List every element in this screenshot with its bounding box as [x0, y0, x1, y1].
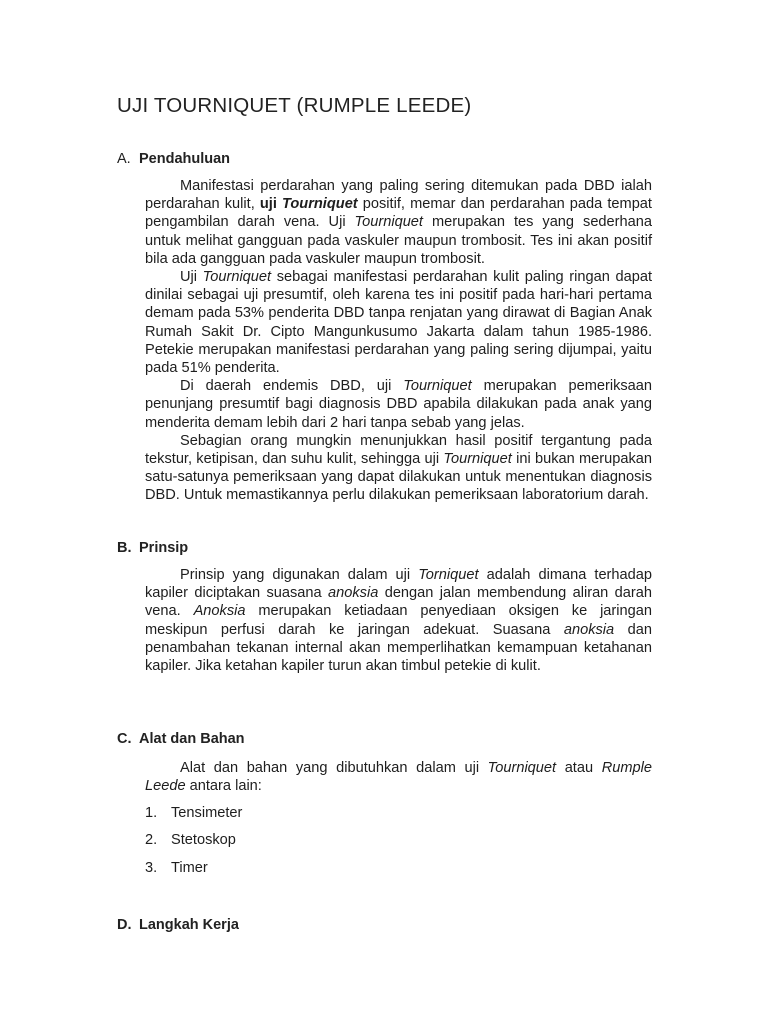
section-heading-langkah-kerja [117, 917, 239, 933]
section-heading-pendahuluan [117, 151, 230, 167]
section-number: A. [117, 151, 131, 167]
alat-body [145, 759, 652, 795]
section-title: Pendahuluan [139, 151, 231, 167]
list-label: Stetoskop [171, 832, 236, 848]
section-number: C. [117, 731, 132, 747]
paragraph: Uji Tourniquet sebagai manifestasi perdarahan kulit paling ringan dapat dinilai sebagai uji presumtif, oleh karena tes ini positif pada hari-hari pertama demam pada 53% penderita DBD tanpa renjatan yang dirawat di Bagian Anak Rumah Sakit Dr. Cipto Mangunkusumo Jakarta dalam tahun 1985-1986. Petekie merupakan manifestasi perdarahan yang paling sering dijumpai, yaitu pada 51% penderita. [145, 269, 652, 377]
list-item [145, 832, 236, 848]
paragraph: Di daerah endemis DBD, uji Tourniquet merupakan pemeriksaan penunjang presumtif bagi diagnosis DBD apabila dilakukan pada anak yang menderita demam lebih dari 2 hari tanpa sebab yang jelas. [145, 378, 653, 431]
list-number: 2. [145, 832, 158, 848]
list-label: Timer [171, 860, 208, 876]
section-number: B. [117, 540, 132, 556]
pendahuluan-body [145, 177, 652, 505]
section-heading-prinsip [117, 540, 188, 556]
section-title: Langkah Kerja [139, 917, 239, 933]
list-label: Tensimeter [171, 805, 243, 821]
section-number: D. [117, 917, 132, 933]
paragraph: Alat dan bahan yang dibutuhkan dalam uji Tourniquet atau Rumple Leede antara lain: [145, 760, 652, 795]
list-item [145, 805, 242, 821]
paragraph: Prinsip yang digunakan dalam uji Torniquet adalah dimana terhadap kapiler diciptakan suasana anoksia dengan jalan membendung aliran darah vena. Anoksia merupakan ketiadaan penyediaan oksigen ke jaringan meskipun perfusi darah ke jaringan adekuat. Suasana anoksia dan penambahan tekanan internal akan memperlihatkan kemampuan ketahanan kapiler. Jika ketahan kapiler turun akan timbul petekie di kulit. [145, 567, 652, 675]
list-number: 1. [145, 805, 158, 821]
section-heading-alat-dan-bahan [117, 731, 245, 747]
list-number: 3. [145, 860, 158, 876]
section-title: Alat dan Bahan [139, 731, 245, 747]
list-item [145, 860, 208, 876]
paragraph: Sebagian orang mungkin menunjukkan hasil positif tergantung pada tekstur, ketipisan, dan suhu kulit, sehingga uji Tourniquet ini bukan merupakan satu-satunya pemeriksaan yang dapat dilakukan untuk menentukan diagnosis DBD. Untuk memastikannya perlu dilakukan pemeriksaan laboratorium darah. [145, 432, 652, 504]
page-title: UJI TOURNIQUET (RUMPLE LEEDE) [117, 94, 472, 117]
paragraph: Manifestasi perdarahan yang paling sering ditemukan pada DBD ialah perdarahan kulit, uji Tourniquet positif, memar dan perdarahan pada tempat pengambilan darah vena. Uji Tourniquet merupakan tes yang sederhana untuk melihat gangguan pada vaskuler maupun trombosit. Tes ini akan positif bila ada gangguan pada vaskuler maupun trombosit. [145, 178, 652, 267]
prinsip-body [145, 566, 652, 675]
section-title: Prinsip [139, 540, 189, 556]
